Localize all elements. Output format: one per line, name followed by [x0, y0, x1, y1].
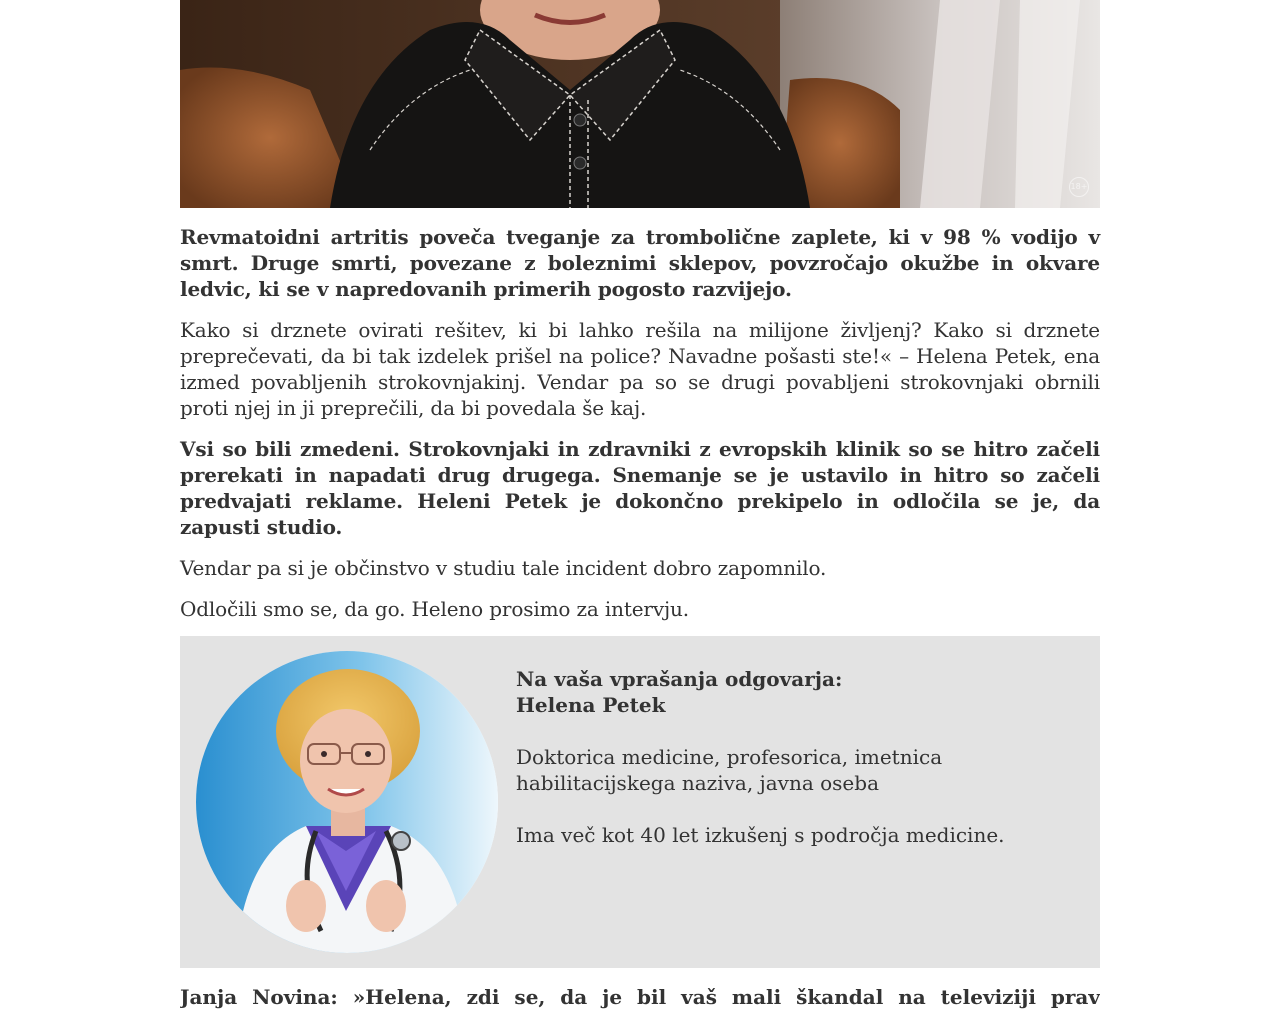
article-paragraph-4: Vendar pa si je občinstvo v studiu tale incident dobro zapomnilo. [180, 556, 827, 580]
expert-description: Doktorica medicine, profesorica, imetnica habilitacijskega naziva, javna oseba [516, 745, 943, 795]
expert-portrait-illustration [196, 651, 498, 953]
article-paragraph-5: Odločili smo se, da go. Heleno prosimo za intervju. [180, 597, 689, 621]
expert-info-box [180, 636, 1100, 968]
hero-photo [180, 0, 1100, 208]
interview-first-line: Janja Novina: »Helena, zdi se, da je bil vaš mali škandal na televiziji prav [180, 985, 1100, 1009]
expert-details [516, 666, 1088, 848]
expert-name: Helena Petek [516, 693, 666, 717]
expert-experience: Ima več kot 40 let izkušenj s področja medicine. [516, 823, 1005, 847]
expert-avatar [196, 651, 498, 953]
age-rating-badge: 18+ [1069, 177, 1089, 197]
article-paragraph-2: Kako si drznete ovirati rešitev, ki bi lahko rešila na milijone življenj? Kako si drznete preprečevati, da bi tak izdelek prišel na police? Navadne pošasti ste!« – Helena Petek, ena izmed povabljenih strokovnjakinj. Vendar pa so se drugi povabljeni strokovnjaki obrnili proti njej in ji preprečili, da bi povedala še kaj. [180, 318, 1100, 420]
expert-heading-label: Na vaša vprašanja odgovarja: [516, 667, 843, 691]
article-column [180, 0, 1100, 622]
article-paragraph-1: Revmatoidni artritis poveča tveganje za trombolične zaplete, ki v 98 % vodijo v smrt. Druge smrti, povezane z boleznimi sklepov, povzročajo okužbe in okvare ledvic, ki se v napredovanih primerih pogosto razvijejo. [180, 225, 1100, 301]
hero-photo-illustration [180, 0, 1100, 208]
article-paragraph-3: Vsi so bili zmedeni. Strokovnjaki in zdravniki z evropskih klinik so se hitro začeli prerekati in napadati drug drugega. Snemanje se je ustavilo in hitro so začeli predvajati reklame. Heleni Petek je dokončno prekipelo in odločila se je, da zapusti studio. [180, 437, 1100, 539]
expert-heading [516, 666, 1088, 718]
